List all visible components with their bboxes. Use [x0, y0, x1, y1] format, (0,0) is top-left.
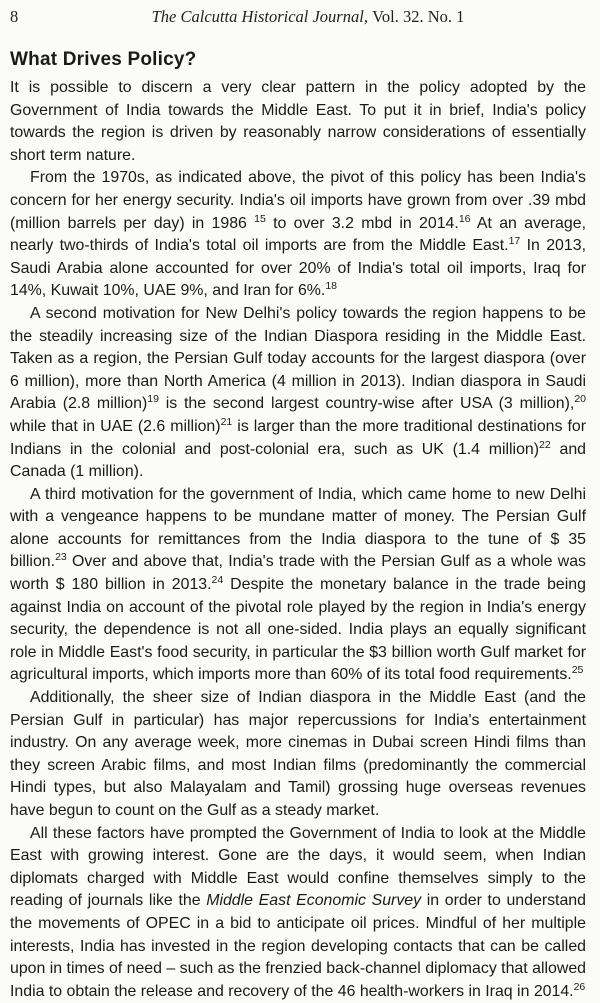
paragraph-6: All these factors have prompted the Government of India to look at the Middle East with growing interest. Gone are the days, it would seem, when Indian diplomats charged with Middle East would confine themselves simply to the reading of journals like the Middle East Economic Survey in order to understand the movements of OPEC in a bid to anticipate oil prices. Mindful of her multiple interests, India has invested in the region developing contacts that can be called upon in times of need – such as the frenzied back-channel diplomacy that allowed India to obtain the release and recovery of the 46 health-workers in Iraq in 2014.26: [10, 824, 586, 1000]
journal-name: Middle East Economic Survey: [206, 892, 422, 910]
footnote-ref: 23: [55, 551, 67, 564]
footnote-ref: 18: [325, 280, 338, 293]
section-title: What Drives Policy?: [10, 49, 197, 70]
page-number: 8: [10, 7, 19, 26]
footnote-ref: 15: [254, 212, 266, 225]
paragraph-5: Additionally, the sheer size of Indian diaspora in the Middle East (and the Persian Gulf in particular) has major repercussions for India's entertainment industry. On any average week, more cinemas in Dubai screen Hindi films than they screen Arabic films, and most Indian films (predominantly the commercial Hindi types, but also Malayalam and Tamil) grossing huge overseas revenues have begun to count on the Gulf as a steady market.: [10, 689, 586, 819]
volume-info: Vol. 32. No. 1: [372, 7, 465, 26]
footnote-ref: 25: [571, 664, 584, 677]
journal-title: The Calcutta Historical Journal, Vol. 32. No. 1: [151, 7, 465, 26]
footnote-ref: 24: [211, 574, 224, 587]
running-head: [10, 0, 586, 35]
footnote-ref: 22: [539, 438, 551, 451]
footnote-ref: 21: [220, 415, 233, 428]
footnote-ref: 26: [573, 980, 586, 993]
paragraph-3: A second motivation for New Delhi's policy towards the region happens to be the steadily increasing size of the Indian Diaspora residing in the Middle East. Taken as a region, the Persian Gulf today accounts for the largest diaspora (over 6 million), more than North America (4 million in 2013). Indian diaspora in Saudi Arabia (2.8 million)$^{19}$ is the second largest country-wise after USA (3 million),$^{20}$ while that in UAE (2.6 million)$^{21}$ is larger than the more traditional destinations for Indians in the colonial and post-colonial era, such as UK (1.4 million)$^{22}$ and Canada (1 million).: [10, 304, 586, 481]
footnote-ref: 19: [147, 393, 159, 406]
paragraph-1: It is possible to discern a very clear pattern in the policy adopted by the Government of India towards the Middle East. To put it in brief, India's policy towards the region is driven by reasonably narrow considerations of essentially short term nature.: [10, 79, 586, 164]
footnote-ref: 17: [508, 235, 521, 248]
paragraph-2: From the 1970s, as indicated above, the pivot of this policy has been India's concern for her energy security. India's oil imports have grown from over .39 mbd (million barrels per day) in 1986 $^{15}$ to over 3.2 mbd in 2014.16 At an average, nearly two-thirds of India's total oil imports are from the Middle East.$^{17}$ In 2013, Saudi Arabia alone accounted for over 20% of India's total oil imports, Iraq for 14%, Kuwait 10%, UAE 9%, and Iran for 6%.$^{18}$: [10, 169, 586, 300]
footnote-ref: 20: [574, 393, 586, 406]
paragraph-4: A third motivation for the government of India, which came home to new Delhi with a vengeance happens to be mundane matter of money. The Persian Gulf alone accounts for remittances from the India diaspora to the tune of $ 35 billion.$^{23}$ Over and above that, India's trade with the Persian Gulf as a whole was worth $ 180 billion in 2013.24 Despite the monetary balance in the trade being against India on account of the pivotal role played by the region in India's energy security, the dependence is not all one-sided. India plays an equally significant role in Middle East's food security, in particular the $3 billion worth Gulf market for agricultural imports, which imports more than 60% of its total food requirements.$^{25}$: [10, 485, 586, 684]
footnote-ref: 16: [458, 212, 471, 225]
